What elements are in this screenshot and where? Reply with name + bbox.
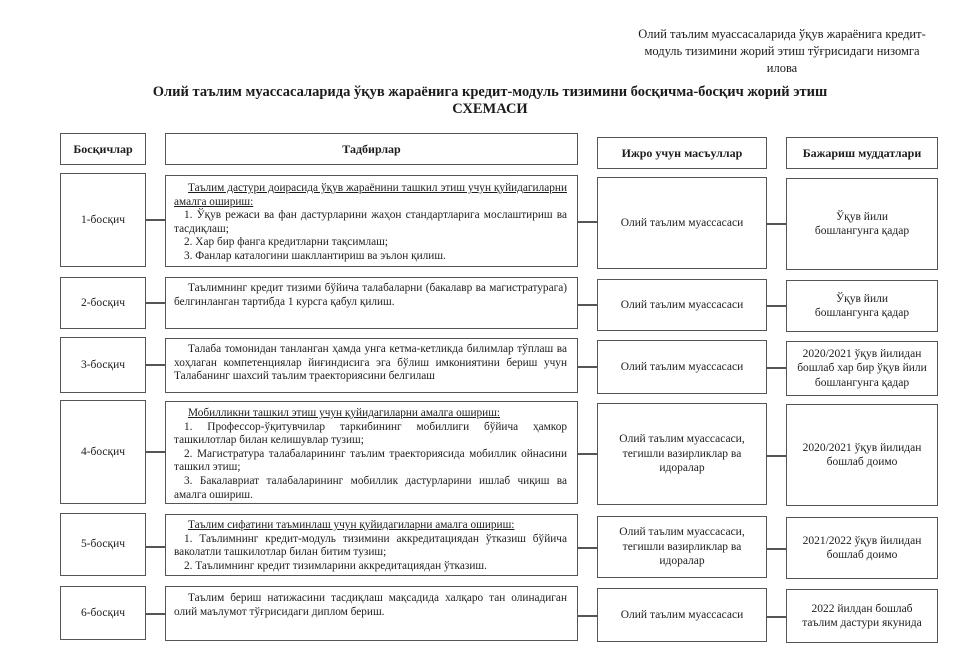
deadline-box <box>786 404 938 506</box>
annex-line: модуль тизимини жорий этиш тўғрисидаги низомга <box>644 44 920 58</box>
header-activities-label: Тадбирлар <box>342 141 401 156</box>
connector-line <box>578 221 597 223</box>
connector-line <box>767 223 786 225</box>
connector-line <box>146 302 165 304</box>
activity-box <box>165 175 578 267</box>
activity-item: 2. Хар бир фанга кредитларни тақсимлаш; <box>184 236 389 249</box>
responsible-label: Олий таълим муассасаси <box>620 216 744 229</box>
responsible-box <box>597 177 767 269</box>
activity-lead: Мобилликни ташкил этиш учун қуйидагиларни амалга ошириш: <box>188 407 501 419</box>
activity-item: 1. Таълимнинг кредит-модуль тизимини аккредитациядан ўтказиш бўйича ваколатли ташкилотлар билан битим тузиш; <box>174 532 567 559</box>
connector-line <box>767 455 786 457</box>
annex-line: илова <box>766 61 798 75</box>
connector-line <box>578 366 597 368</box>
annex-note <box>612 26 952 77</box>
connector-line <box>146 613 165 615</box>
header-deadlines-label: Бажариш муддатлари <box>802 145 922 160</box>
activity-item: 1. Профессор-ўқитувчилар таркибининг мобиллиги бўйича ҳамкор ташкилотлар билан келишувлар тузиш; <box>174 420 567 447</box>
deadline-label: Ўқув йили бошлангунга қадар <box>814 210 910 237</box>
deadline-box <box>786 341 938 396</box>
responsible-label: Олий таълим муассасаси, тегишли вазирликлар ва идоралар <box>619 433 745 475</box>
stage-label: 2-босқич <box>80 296 126 309</box>
responsible-label: Олий таълим муассасаси <box>620 608 744 621</box>
stage-label: 1-босқич <box>80 213 126 226</box>
responsible-box <box>597 516 767 578</box>
stage-box <box>60 173 146 267</box>
activity-item: 3. Фанлар каталогини шакллантириш ва эълон қилиш. <box>184 249 446 262</box>
connector-line <box>767 616 786 618</box>
deadline-box <box>786 517 938 579</box>
connector-line <box>146 546 165 548</box>
connector-line <box>578 615 597 617</box>
header-responsible-label: Ижро учун масъуллар <box>621 145 743 160</box>
activity-text: Таълимнинг кредит тизими бўйича талабаларни (бакалавр ва магистратурага) белгинланган тартибда 1 курсга қабул қилиш. <box>174 282 567 308</box>
document-title <box>120 84 860 118</box>
activity-item: 2. Таълимнинг кредит тизимларини аккредитациядан ўтказиш. <box>184 559 487 572</box>
header-stages <box>60 133 146 165</box>
header-stages-label: Босқичлар <box>73 141 133 156</box>
deadline-box <box>786 280 938 332</box>
deadline-box <box>786 589 938 643</box>
connector-line <box>146 451 165 453</box>
header-responsible <box>597 137 767 169</box>
connector-line <box>578 547 597 549</box>
deadline-box <box>786 178 938 270</box>
responsible-label: Олий таълим муассасаси, тегишли вазирликлар ва идоралар <box>619 526 745 568</box>
responsible-box <box>597 279 767 331</box>
responsible-box <box>597 403 767 505</box>
activity-text: Талаба томонидан танланган ҳамда унга кетма-кетликда билимлар тўплаш ва хоҳлаган компетенциялар йиғиндисига эга бўлиш имкониятини бериш учун Талабанинг шахсий таълим траекториясини белгилаш <box>174 343 567 383</box>
activity-item: 2. Магистратура талабаларининг таълим траекториясида мобиллик ойнасини ташкил этиш; <box>174 447 567 474</box>
activity-box <box>165 277 578 329</box>
activity-item: 1. Ўқув режаси ва фан дастурларини жаҳон стандартларига мослаштириш ва тасдиқлаш; <box>174 209 567 235</box>
stage-box <box>60 586 146 640</box>
stage-box <box>60 337 146 393</box>
responsible-box <box>597 588 767 642</box>
activity-lead: Таълим сифатини таъминлаш учун қуйидагиларни амалга ошириш: <box>188 519 515 531</box>
stage-label: 6-босқич <box>80 606 126 619</box>
activity-lead: Таълим дастури доирасида ўқув жараёнини ташкил этиш учун қуйидагиларни амалга ошириш: <box>174 182 567 208</box>
activity-box <box>165 586 578 641</box>
activity-box <box>165 514 578 576</box>
activity-item: 3. Бакалавриат талабаларининг мобиллик дастурларини ишлаб чиқиш ва амалга ошириш. <box>174 474 567 501</box>
activity-text: Таълим бериш натижасини тасдиқлаш мақсадида халқаро тан олинадиган олий маълумот тўғрисидаги диплом бериш. <box>174 592 567 618</box>
stage-box <box>60 400 146 504</box>
deadline-label: 2020/2021 ўқув йилидан бошлаб хар бир ўқув йили бошлангунга қадар <box>797 347 927 389</box>
annex-line: Олий таълим муассасаларида ўқув жараёнига кредит- <box>638 27 926 41</box>
responsible-label: Олий таълим муассасаси <box>620 298 744 311</box>
deadline-label: 2020/2021 ўқув йилидан бошлаб доимо <box>802 441 922 468</box>
stage-box <box>60 277 146 329</box>
deadline-label: 2022 йилдан бошлаб таълим дастури якунида <box>802 602 922 629</box>
deadline-label: Ўқув йили бошлангунга қадар <box>814 292 910 319</box>
connector-line <box>767 305 786 307</box>
connector-line <box>767 367 786 369</box>
stage-label: 5-босқич <box>80 538 126 551</box>
stage-label: 4-босқич <box>80 445 126 458</box>
activity-box <box>165 338 578 393</box>
responsible-label: Олий таълим муассасаси <box>620 360 744 373</box>
title-line-2: СХЕМАСИ <box>452 101 528 117</box>
connector-line <box>578 304 597 306</box>
stage-box <box>60 513 146 576</box>
connector-line <box>146 364 165 366</box>
header-deadlines <box>786 137 938 169</box>
header-activities <box>165 133 578 165</box>
activity-box <box>165 401 578 504</box>
connector-line <box>146 219 165 221</box>
title-line-1: Олий таълим муассасаларида ўқув жараёнига кредит-модуль тизимини босқичма-босқич жорий этиш <box>152 84 828 100</box>
connector-line <box>767 548 786 550</box>
deadline-label: 2021/2022 ўқув йилидан бошлаб доимо <box>802 534 922 561</box>
connector-line <box>578 453 597 455</box>
stage-label: 3-босқич <box>80 358 126 371</box>
responsible-box <box>597 340 767 394</box>
